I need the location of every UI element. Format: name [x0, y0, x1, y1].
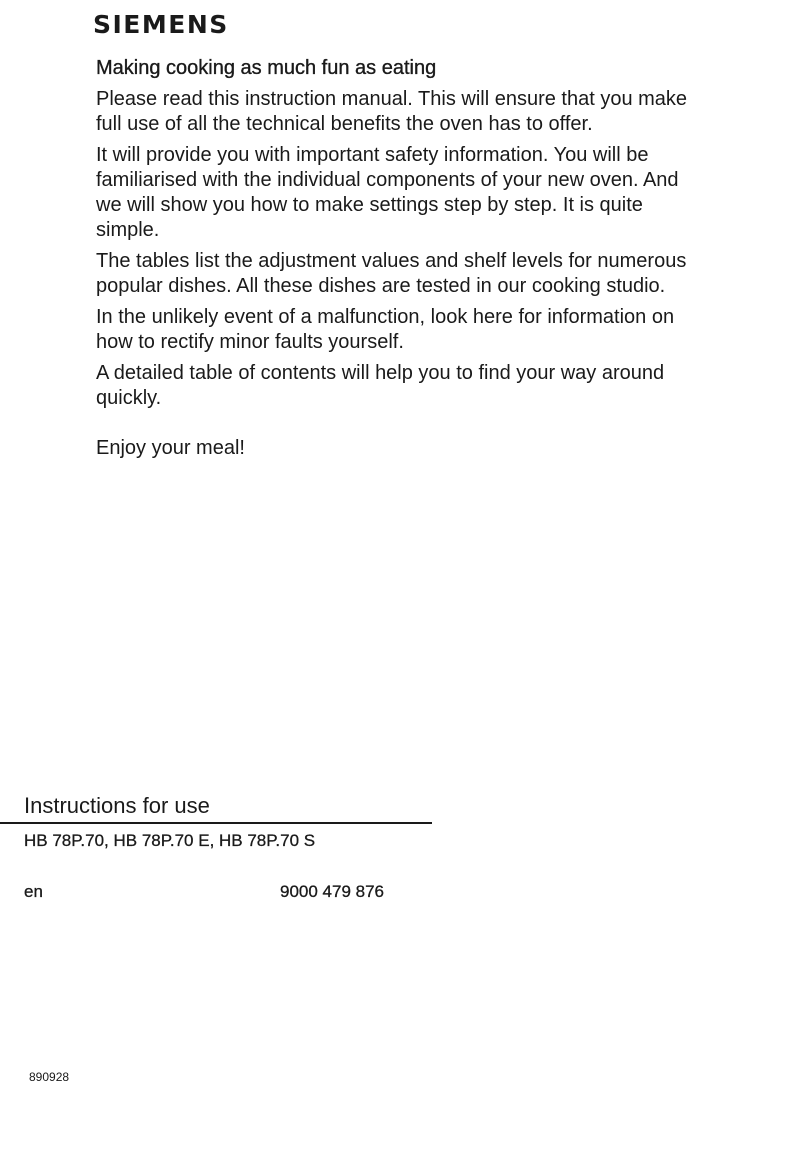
intro-paragraph-tables: The tables list the adjustment values and shelf levels for numerous popular dishes. All these dishes are tested in our cooking studio.: [96, 250, 687, 297]
intro-paragraph-malfunction: In the unlikely event of a malfunction, look here for information on how to rectify minor faults yourself.: [96, 306, 675, 353]
closing-line: Enjoy your meal!: [96, 437, 245, 459]
title-divider: [0, 822, 432, 824]
document-number: 9000 479 876: [280, 882, 384, 901]
intro-section: [96, 55, 696, 467]
siemens-logo: SIEMENS: [93, 10, 229, 39]
intro-paragraph-manual: Please read this instruction manual. This will ensure that you make full use of all the technical benefits the oven has to offer.: [96, 88, 688, 135]
intro-paragraph-safety: It will provide you with important safety information. You will be familiarised with the individual components of your new oven. And we will show you how to make settings step by step. It is quite simple.: [96, 144, 679, 241]
print-code: 890928: [29, 1070, 70, 1084]
model-numbers: HB 78P.70, HB 78P.70 E, HB 78P.70 S: [24, 831, 316, 850]
intro-paragraph-contents: A detailed table of contents will help you to find your way around quickly.: [96, 362, 665, 409]
instructions-title: Instructions for use: [24, 793, 210, 818]
intro-title: Making cooking as much fun as eating: [96, 57, 437, 79]
language-code: en: [24, 882, 43, 901]
